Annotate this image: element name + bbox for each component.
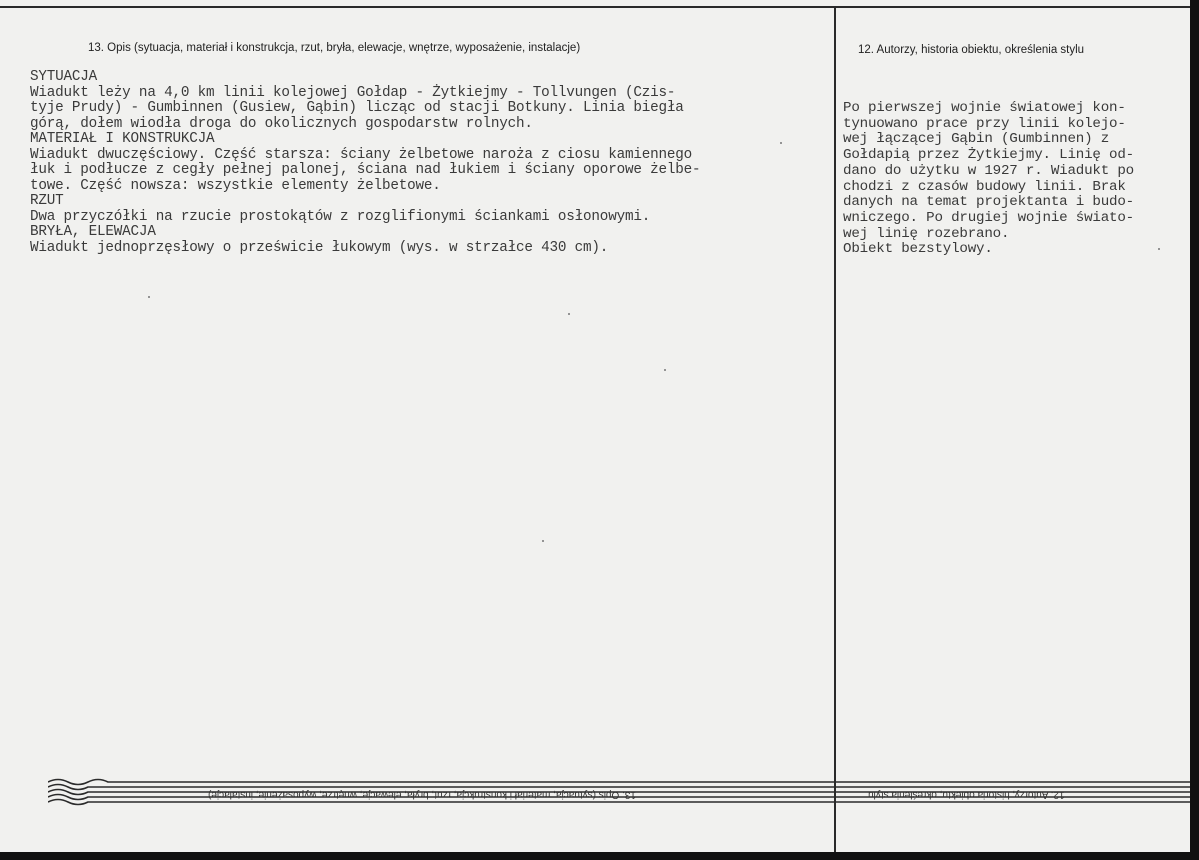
description-line: RZUT (30, 193, 64, 209)
paper-speck (1158, 248, 1160, 250)
description-line: górą, dołem wiodła droga do okolicznych gospodarstw rolnych. (30, 115, 533, 132)
scan-edge-bottom (0, 852, 1199, 860)
description-text (30, 70, 700, 256)
history-line: dano do użytku w 1927 r. Wiadukt po (843, 162, 1134, 179)
description-line: towe. Część nowsza: wszystkie elementy żelbetowe. (30, 177, 441, 194)
paper-speck (568, 313, 570, 315)
history-line: Obiekt bezstylowy. (843, 241, 993, 258)
history-line: wej linię rozebrano. (843, 225, 1010, 242)
history-text (843, 101, 1134, 258)
mirrored-footer-label-left: 13. Opis (sytuacja, materiał i konstrukcja, rzut, bryła, elewacje, wnętrze, wyposażenie, instalacje) (208, 789, 636, 800)
top-rule (0, 6, 1193, 8)
mirrored-footer-label-right: 12. Autorzy, historia obiektu, określenia stylu (868, 789, 1065, 800)
scan-edge-right (1190, 0, 1199, 860)
history-line: chodzi z czasów budowy linii. Brak (843, 178, 1126, 195)
history-line: danych na temat projektanta i budo- (843, 194, 1134, 211)
history-heading: 12. Autorzy, historia obiektu, określenia stylu (858, 44, 1085, 56)
paper-speck (664, 369, 666, 371)
description-line: BRYŁA, ELEWACJA (30, 224, 156, 240)
description-line: Wiadukt leży na 4,0 km linii kolejowej Gołdap - Żytkiejmy - Tollvungen (Czis- (30, 84, 676, 101)
column-divider (834, 8, 836, 860)
history-line: Po pierwszej wojnie światowej kon- (843, 100, 1126, 116)
paper-speck (148, 296, 150, 298)
paper-speck (542, 540, 544, 542)
description-line: tyje Prudy) - Gumbinnen (Gusiew, Gąbin) licząc od stacji Botkuny. Linia biegła (30, 100, 684, 116)
description-line: Wiadukt jednoprzęsłowy o prześwicie łukowym (wys. w strzałce 430 cm). (30, 239, 609, 256)
history-line: wej łączącej Gąbin (Gumbinnen) z (843, 131, 1110, 148)
description-line: łuk i podłucze z cegły pełnej palonej, ściana nad łukiem i ściany oporowe żelbe- (30, 162, 701, 178)
history-line: wniczego. Po drugiej wojnie świato- (843, 209, 1134, 226)
description-line: Dwa przyczółki na rzucie prostokątów z rozglifionymi ściankami osłonowymi. (30, 208, 651, 225)
history-line: Gołdapią przez Żytkiejmy. Linię od- (843, 147, 1134, 164)
description-line: MATERIAŁ I KONSTRUKCJA (30, 131, 215, 147)
description-line: Wiadukt dwuczęściowy. Część starsza: ściany żelbetowe naroża z ciosu kamiennego (30, 146, 692, 163)
paper-speck (780, 142, 782, 144)
history-line: tynuowano prace przy linii kolejo- (843, 115, 1126, 132)
description-line: SYTUACJA (30, 69, 98, 85)
description-heading: 13. Opis (sytuacja, materiał i konstrukcja, rzut, bryła, elewacje, wnętrze, wyposażenie, instalacje) (88, 42, 581, 54)
